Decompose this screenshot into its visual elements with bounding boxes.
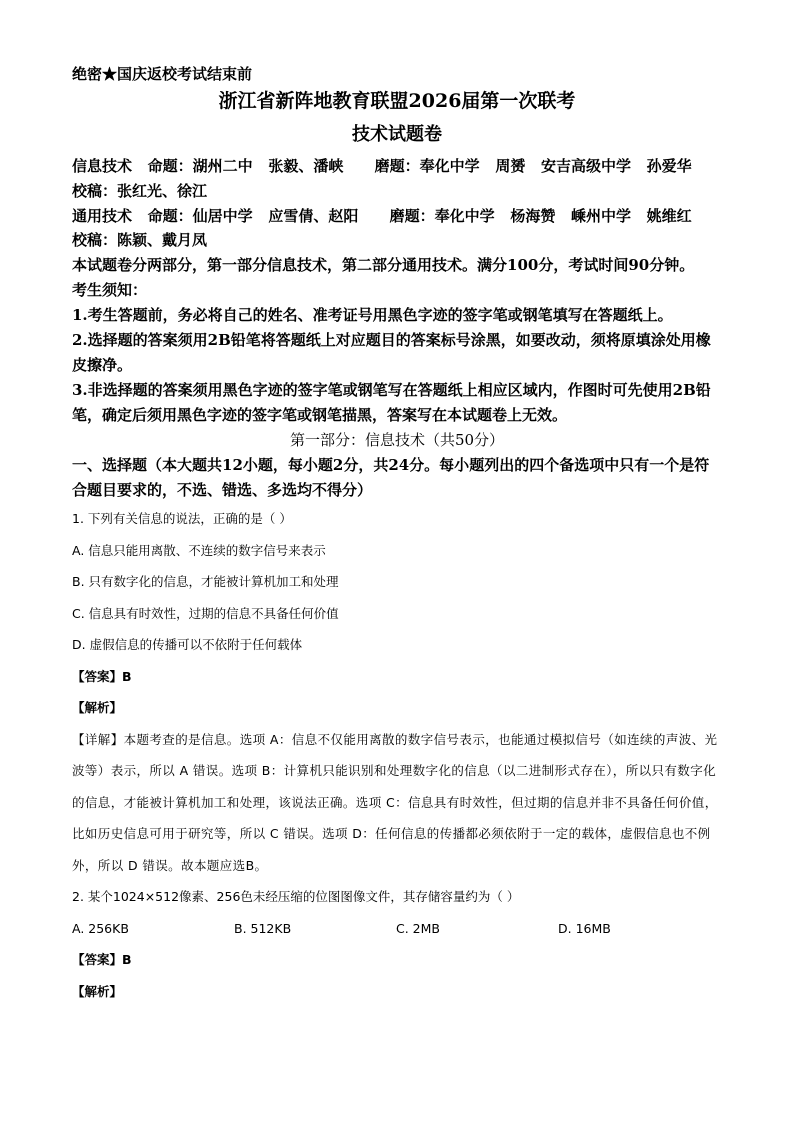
question-1-stem: 1. 下列有关信息的说法，正确的是（ ） (72, 511, 292, 527)
exam-page (72, 62, 722, 1007)
question-1-answer: 【答案】B (72, 668, 132, 684)
secret-label: 绝密★国庆返校考试结束前 (72, 65, 253, 83)
credits-info-proof: 校稿：张红光、徐江 (72, 181, 208, 200)
question-1-detail: 【详解】本题考查的是信息。选项 A：信息不仅能用离散的数字信号表示，也能通过模拟信号（如连续的声波、光波等）表示，所以 A 错误。选项 B：计算机只能识别和处理数字化的信息（以二进制形式存在），所以只有数字化的信息，才能被计算机加工和处理，该说法正确。选项 C：信息具有时效性，但过期的信息并非不具备任何价值，比如历史信息可用于研究等，所以 C 错误。选项 D：任何信息的传播都必须依附于一定的载体，虚假信息也不例外，所以 D 错误。故本题应选B。 (72, 731, 718, 873)
credits-info-tech: 信息技术 命题：湖州二中 张毅、潘峡 磨题：奉化中学 周赟 安吉高级中学 孙爱华 (72, 157, 692, 175)
question-2-analysis-label: 【解析】 (72, 983, 123, 999)
question-2-stem: 2. 某个1024×512像素、256色未经压缩的位图图像文件，其存储容量约为（ ） (72, 889, 520, 905)
question-2-answer: 【答案】B (72, 952, 132, 968)
question-2-option-b: B. 512KB (234, 920, 292, 936)
notice-item-1: 1.考生答题前，务必将自己的姓名、准考证号用黑色字迹的签字笔或钢笔填写在答题纸上。 (72, 306, 673, 325)
question-1-option-c: C. 信息具有时效性，过期的信息不具备任何价值 (72, 605, 339, 621)
notice-item-2: 2.选择题的答案须用2B铅笔将答题纸上对应题目的答案标号涂黑，如要改动，须将原填涂处用橡皮擦净。 (72, 331, 711, 375)
notice-item-3: 3.非选择题的答案须用黑色字迹的签字笔或钢笔写在答题纸上相应区域内，作图时可先使用2B铅笔，确定后须用黑色字迹的签字笔或钢笔描黑，答案写在本试题卷上无效。 (72, 381, 711, 425)
credits-general-proof: 校稿：陈颖、戴月凤 (72, 231, 208, 250)
question-1-option-a: A. 信息只能用离散、不连续的数字信号来表示 (72, 542, 326, 558)
question-1-option-d: D. 虚假信息的传播可以不依附于任何载体 (72, 637, 303, 653)
question-2-options (72, 913, 722, 945)
exam-composition: 本试题卷分两部分，第一部分信息技术，第二部分通用技术。满分100分，考试时间90分钟。 (72, 256, 695, 275)
notice-heading: 考生须知： (72, 281, 148, 300)
question-2-option-d: D. 16MB (558, 920, 611, 936)
question-1-option-b: B. 只有数字化的信息，才能被计算机加工和处理 (72, 574, 339, 590)
question-2-option-a: A. 256KB (72, 920, 129, 936)
credits-general-tech: 通用技术 命题：仙居中学 应雪倩、赵阳 磨题：奉化中学 杨海赞 嵊州中学 姚维红 (72, 206, 692, 225)
question-2-option-c: C. 2MB (396, 920, 440, 936)
question-1-analysis-label: 【解析】 (72, 700, 123, 716)
exam-title: 浙江省新阵地教育联盟2026届第一次联考 (218, 90, 576, 112)
section-heading: 一、选择题（本大题共12小题，每小题2分，共24分。每小题列出的四个备选项中只有一个是符合题目要求的，不选、错选、多选均不得分） (72, 456, 710, 500)
exam-subtitle: 技术试题卷 (352, 124, 442, 145)
part1-heading: 第一部分：信息技术（共50分） (289, 431, 505, 450)
